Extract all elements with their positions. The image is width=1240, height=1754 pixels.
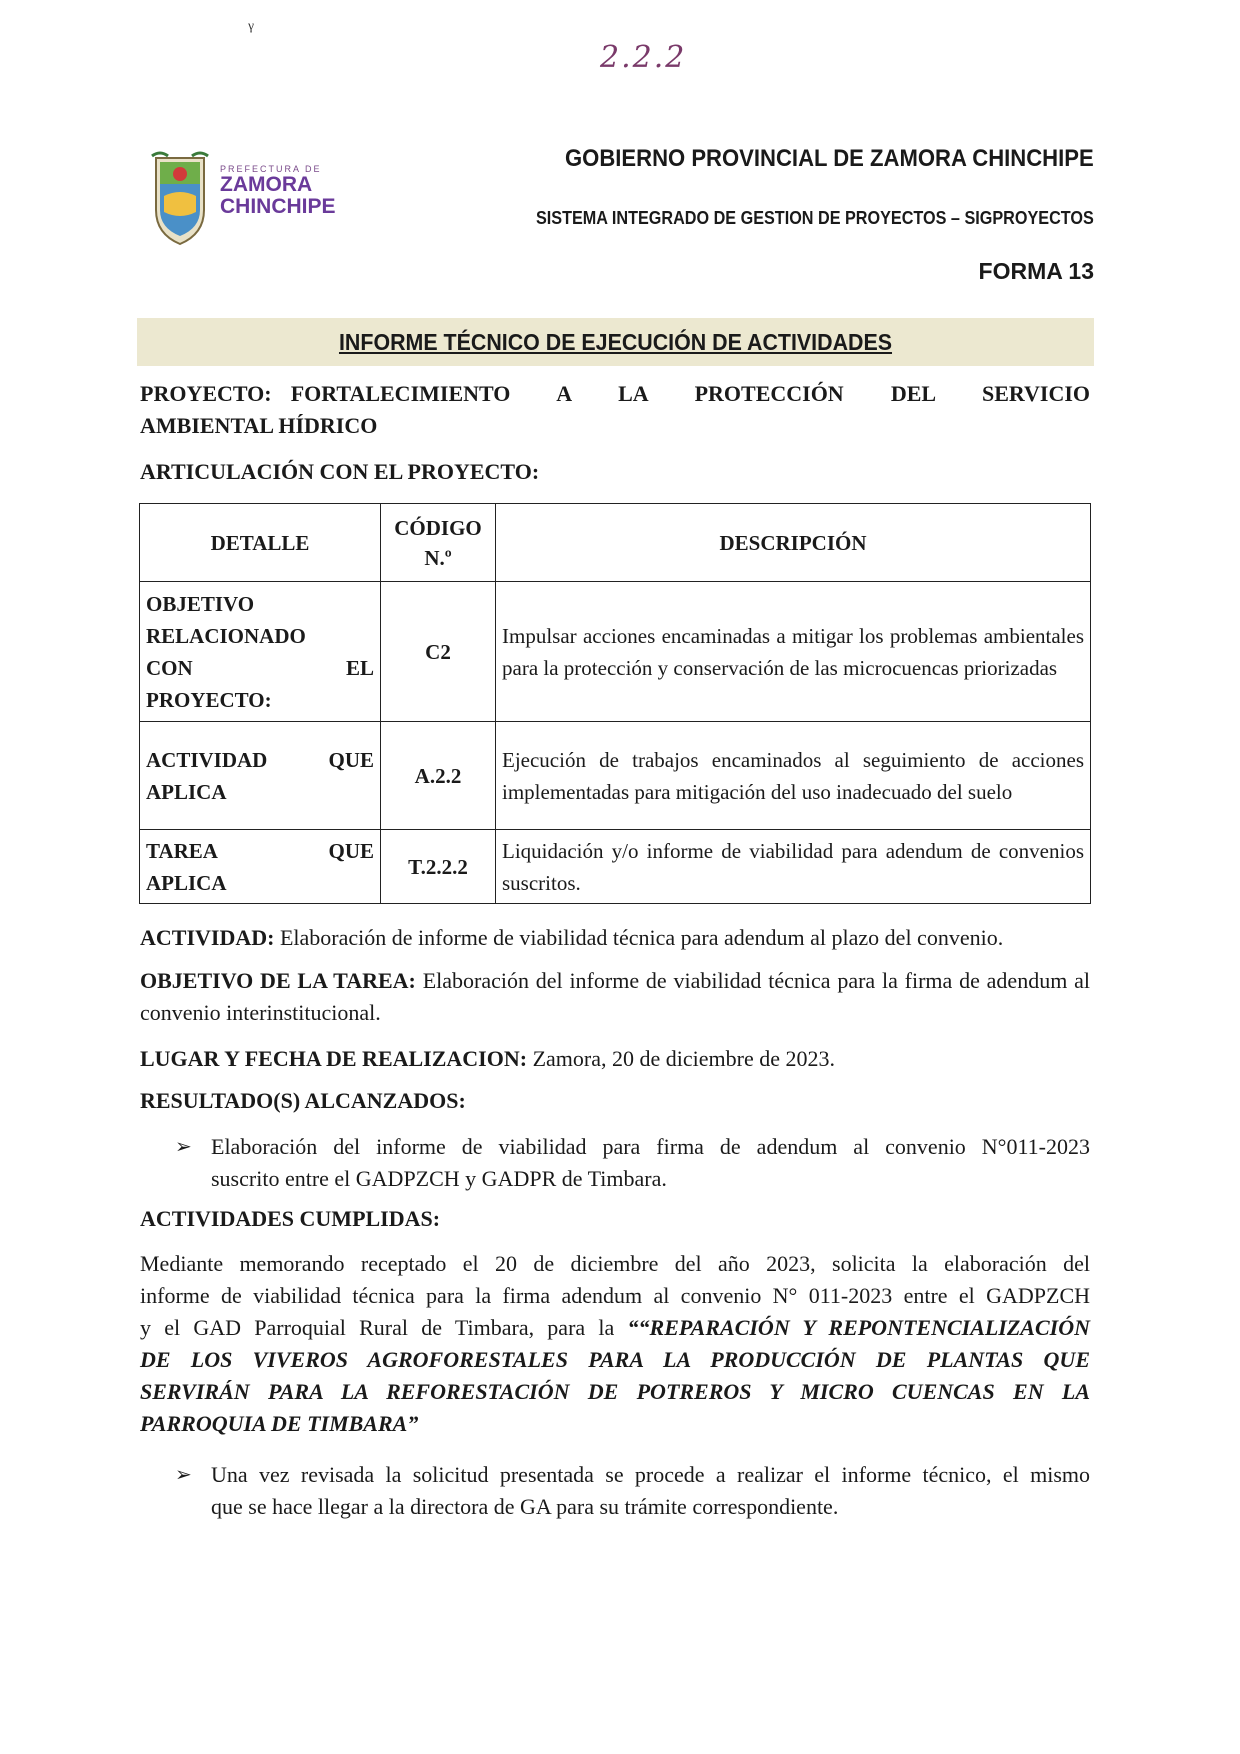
bullet-arrow-icon: ➢: [175, 1464, 192, 1486]
completed-intro-line2: informe de viabilidad técnica para la firma adendum al convenio N° 011-2023 entre el GADPZCH: [140, 1283, 1090, 1308]
completed-label: ACTIVIDADES CUMPLIDAS:: [140, 1206, 441, 1231]
document-title: INFORME TÉCNICO DE EJECUCIÓN DE ACTIVIDADES: [338, 329, 893, 355]
table-row: [140, 722, 1091, 830]
place-date-label: LUGAR Y FECHA DE REALIZACION:: [140, 1046, 528, 1071]
row-detail: [140, 582, 381, 722]
row-code: T.2.2.2: [381, 830, 496, 904]
detail-line: TAREA QUE: [146, 838, 374, 863]
row-description: Impulsar acciones encaminadas a mitigar los problemas ambientales para la protección y conservación de las microcuencas priorizadas: [496, 582, 1091, 722]
detail-line: RELACIONADO: [146, 623, 306, 648]
table-row: [140, 830, 1091, 904]
detail-line: ACTIVIDAD QUE: [146, 747, 374, 772]
articulation-label: ARTICULACIÓN CON EL PROYECTO:: [140, 459, 540, 484]
bullet-arrow-icon: ➢: [175, 1136, 192, 1158]
row-description: Ejecución de trabajos encaminados al seguimiento de acciones implementadas para mitigación del uso inadecuado del suelo: [496, 722, 1091, 830]
row-description: Liquidación y/o informe de viabilidad para adendum de convenios suscritos.: [496, 830, 1091, 904]
detail-line: PROYECTO:: [146, 687, 272, 712]
activity-line: [140, 922, 1090, 954]
government-name: GOBIERNO PROVINCIAL DE ZAMORA CHINCHIPE: [565, 145, 1094, 172]
header-description: DESCRIPCIÓN: [496, 504, 1091, 582]
project-line1: [140, 378, 1090, 410]
system-name: SISTEMA INTEGRADO DE GESTION DE PROYECTOS – SIGPROYECTOS: [536, 208, 1094, 228]
completed-item-line2: que se hace llegar a la directora de GA para su trámite correspondiente.: [211, 1494, 839, 1519]
quote-line2: DE LOS VIVEROS AGROFORESTALES PARA LA PRODUCCIÓN DE PLANTAS QUE: [140, 1347, 1090, 1372]
quote-line3: SERVIRÁN PARA LA REFORESTACIÓN DE POTREROS Y MICRO CUENCAS EN LA: [140, 1379, 1090, 1404]
place-date: [140, 1043, 1090, 1075]
completed-intro-line3: [140, 1312, 1090, 1344]
logo-name-line2: CHINCHIPE: [220, 195, 336, 218]
header-code: [381, 504, 496, 582]
task-objective-value: Elaboración del informe de viabilidad técnica para la firma de adendum al convenio interinstitucional.: [140, 968, 1090, 1025]
row-code: A.2.2: [381, 722, 496, 830]
task-objective-label: OBJETIVO DE LA TAREA:: [140, 968, 416, 993]
results-item-line1: Elaboración del informe de viabilidad para firma de adendum al convenio N°011-2023: [211, 1134, 1090, 1159]
project-value-line1: FORTALECIMIENTO A LA PROTECCIÓN DEL SERVICIO: [290, 381, 1090, 406]
results-label: RESULTADO(S) ALCANZADOS:: [140, 1088, 466, 1113]
activity-label: ACTIVIDAD:: [140, 925, 275, 950]
results-item-line2: suscrito entre el GADPZCH y GADPR de Timbara.: [211, 1166, 667, 1191]
completed-item-line1: Una vez revisada la solicitud presentada se procede a realizar el informe técnico, el mismo: [211, 1462, 1090, 1487]
title-band: [137, 318, 1094, 366]
project-label: PROYECTO:: [140, 381, 272, 406]
row-detail: [140, 830, 381, 904]
header-code-line1: CÓDIGO: [394, 515, 482, 540]
header-detail: DETALLE: [140, 504, 381, 582]
intro-line3-text: y el GAD Parroquial Rural de Timbara, para la: [140, 1315, 628, 1340]
form-number: FORMA 13: [978, 258, 1094, 284]
table-row: [140, 582, 1091, 722]
coat-of-arms-icon: [150, 150, 210, 246]
logo-small-text: PREFECTURA DE: [220, 164, 322, 174]
place-date-value: Zamora, 20 de diciembre de 2023.: [532, 1046, 835, 1071]
logo-name-line1: ZAMORA: [220, 173, 313, 196]
detail-line: APLICA: [146, 870, 227, 895]
task-objective: [140, 965, 1090, 1029]
quote-line4: PARROQUIA DE TIMBARA”: [140, 1411, 419, 1436]
quote-line1: ““REPARACIÓN Y REPONTENCIALIZACIÓN: [627, 1315, 1090, 1340]
detail-line: CON EL: [146, 655, 374, 680]
handwritten-page-number: 2.2.2: [600, 40, 687, 75]
row-code: C2: [381, 582, 496, 722]
detail-line: APLICA: [146, 779, 227, 804]
table-header-row: [140, 504, 1091, 582]
prefecture-logo: [150, 150, 350, 250]
activity-value: Elaboración de informe de viabilidad técnica para adendum al plazo del convenio.: [279, 925, 1004, 950]
articulation-table: [139, 503, 1091, 904]
header-code-line2: N.º: [424, 545, 452, 570]
completed-intro-line1: Mediante memorando receptado el 20 de diciembre del año 2023, solicita la elaboración del: [140, 1251, 1090, 1276]
scan-mark: ᵞ: [248, 16, 254, 41]
row-detail: [140, 722, 381, 830]
project-value-line2: AMBIENTAL HÍDRICO: [140, 413, 378, 438]
detail-line: OBJETIVO: [146, 591, 255, 616]
